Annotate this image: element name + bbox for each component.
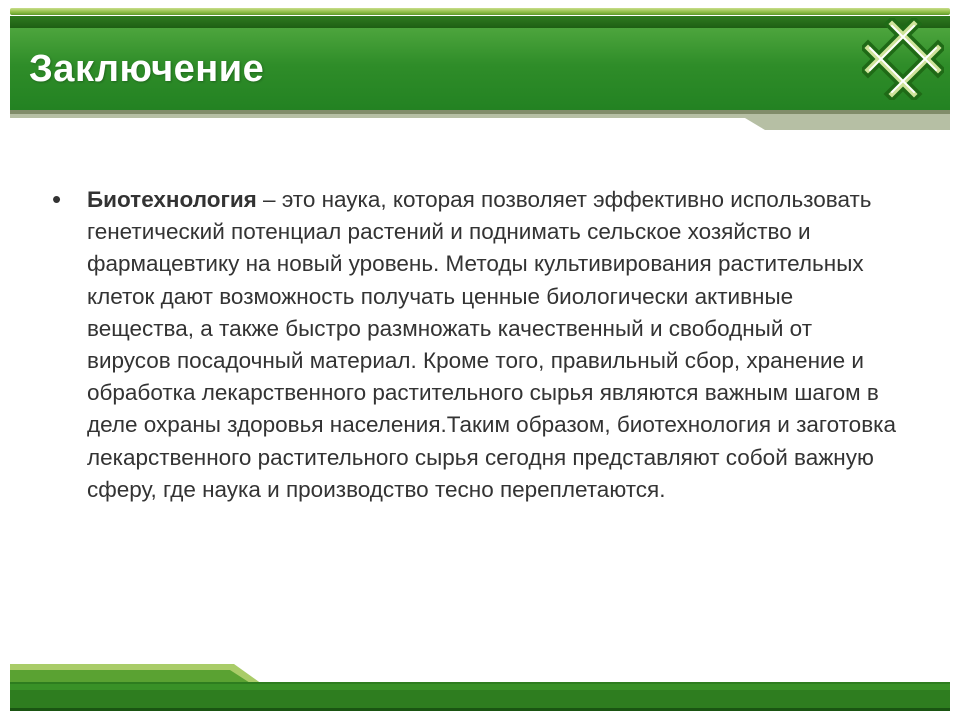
body-text: – это наука, которая позволяет эффективно использовать генетический потенциал растений и поднимать сельское хозяйство и фармацевтику на новый уровень. Методы культивирования растительных клеток дают возможность получать ценные биологически активные вещества, а также быстро размножать качественный и свободный от вирусов посадочный материал. Кроме того, правильный сбор, хранение и обработка лекарственного растительного сырья являются важным шагом в деле охраны здоровья населения.Таким образом, биотехнология и заготовка лекарственного растительного сырья сегодня представляют собой важную сферу, где наука и производство тесно переплетаются. xyxy=(87,187,897,502)
footer-band xyxy=(0,660,960,720)
bullet-icon: • xyxy=(52,184,62,214)
interlaced-knot-icon xyxy=(862,18,944,100)
body-term: Биотехнология xyxy=(87,187,257,212)
body-paragraph xyxy=(87,184,897,506)
header-top-stripe xyxy=(10,8,950,15)
header-shadow xyxy=(10,110,950,132)
header-dark-stripe xyxy=(10,16,950,28)
page-title: Заключение xyxy=(29,48,265,90)
